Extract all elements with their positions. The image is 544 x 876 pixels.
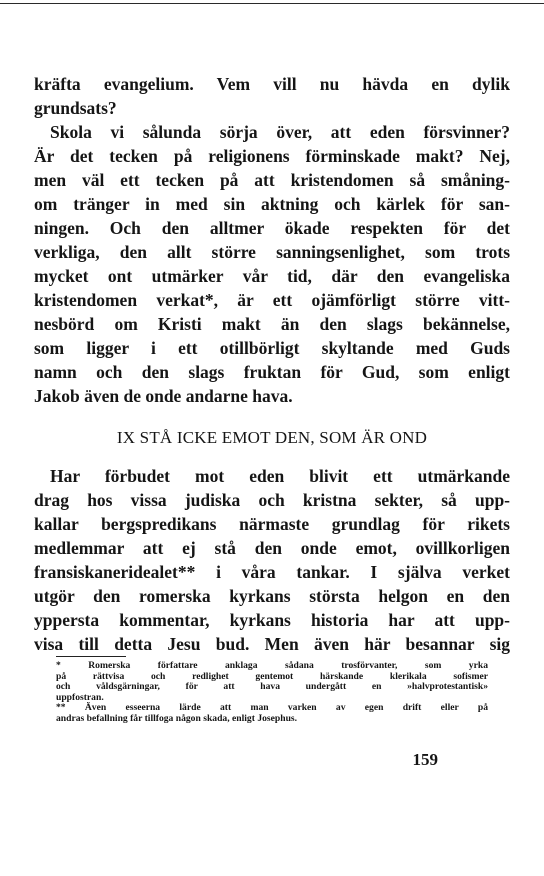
text-line: visa till detta Jesu bud. Men även här besannar sig bbox=[34, 634, 510, 654]
text-line: utgör den romerska kyrkans största helgon en den bbox=[34, 586, 510, 606]
text-line: mycket ont utmärker vår tid, där den evangeliska bbox=[34, 266, 510, 286]
text-line: medlemmar att ej stå den onde emot, ovillkorligen bbox=[34, 538, 510, 558]
text-line: Jakob även de onde andarne hava. bbox=[34, 386, 293, 406]
text-line: fransiskaneridealet** i våra tankar. I själva verket bbox=[34, 562, 510, 582]
footnote-line: och våldsgärningar, för att hava undergått en »halvprotestantisk» bbox=[56, 681, 488, 693]
footnote-line: * Romerska författare anklaga sådana trosförvanter, som yrka bbox=[56, 660, 488, 671]
chapter-heading: IX STÅ ICKE EMOT DEN, SOM ÄR OND bbox=[116, 428, 428, 447]
footnote-line: andras befallning får tillfoga någon skada, enligt Josephus. bbox=[56, 713, 298, 724]
footnote-line: uppfostran. bbox=[56, 691, 104, 703]
top-rule bbox=[0, 3, 544, 4]
text-line: Är det tecken på religionens förminskade makt? Nej, bbox=[34, 146, 510, 166]
footnote-line: ** Även esseerna lärde att man varken av egen drift eller på bbox=[56, 702, 488, 714]
text-line: verkliga, den allt större sanningsenlighet, som trots bbox=[34, 242, 510, 262]
text-line: ningen. Och den alltmer ökade respekten för det bbox=[34, 218, 510, 238]
text-line: Skola vi sålunda sörja över, att eden försvinner? bbox=[50, 122, 510, 142]
text-line: kallar bergspredikans närmaste grundlag för rikets bbox=[34, 514, 510, 534]
text-line: namn och den slags fruktan för Gud, som enligt bbox=[34, 362, 510, 382]
text-line: kristendomen verkat*, är ett ojämförligt större vitt- bbox=[34, 290, 510, 310]
text-line: yppersta kommentar, kyrkans historia har att upp- bbox=[34, 610, 510, 630]
text-line: nesbörd om Kristi makt än den slags bekännelse, bbox=[34, 314, 510, 334]
footnote-rule bbox=[56, 656, 126, 657]
text-line: om tränger in med sin aktning och kärlek för san- bbox=[34, 194, 510, 214]
text-line: som ligger i ett otillbörligt skyltande med Guds bbox=[34, 338, 510, 358]
page-number: 159 bbox=[412, 750, 438, 769]
text-line: men väl ett tecken på att kristendomen så småning- bbox=[34, 170, 510, 190]
text-line: drag hos vissa judiska och kristna sekter, så upp- bbox=[34, 490, 510, 510]
text-line: kräfta evangelium. Vem vill nu hävda en dylik bbox=[34, 74, 510, 94]
text-line: grundsats? bbox=[34, 98, 117, 118]
text-line: Har förbudet mot eden blivit ett utmärkande bbox=[50, 466, 510, 486]
footnote-line: på rättvisa och redlighet gentemot härskande klerikala sofismer bbox=[56, 670, 488, 682]
